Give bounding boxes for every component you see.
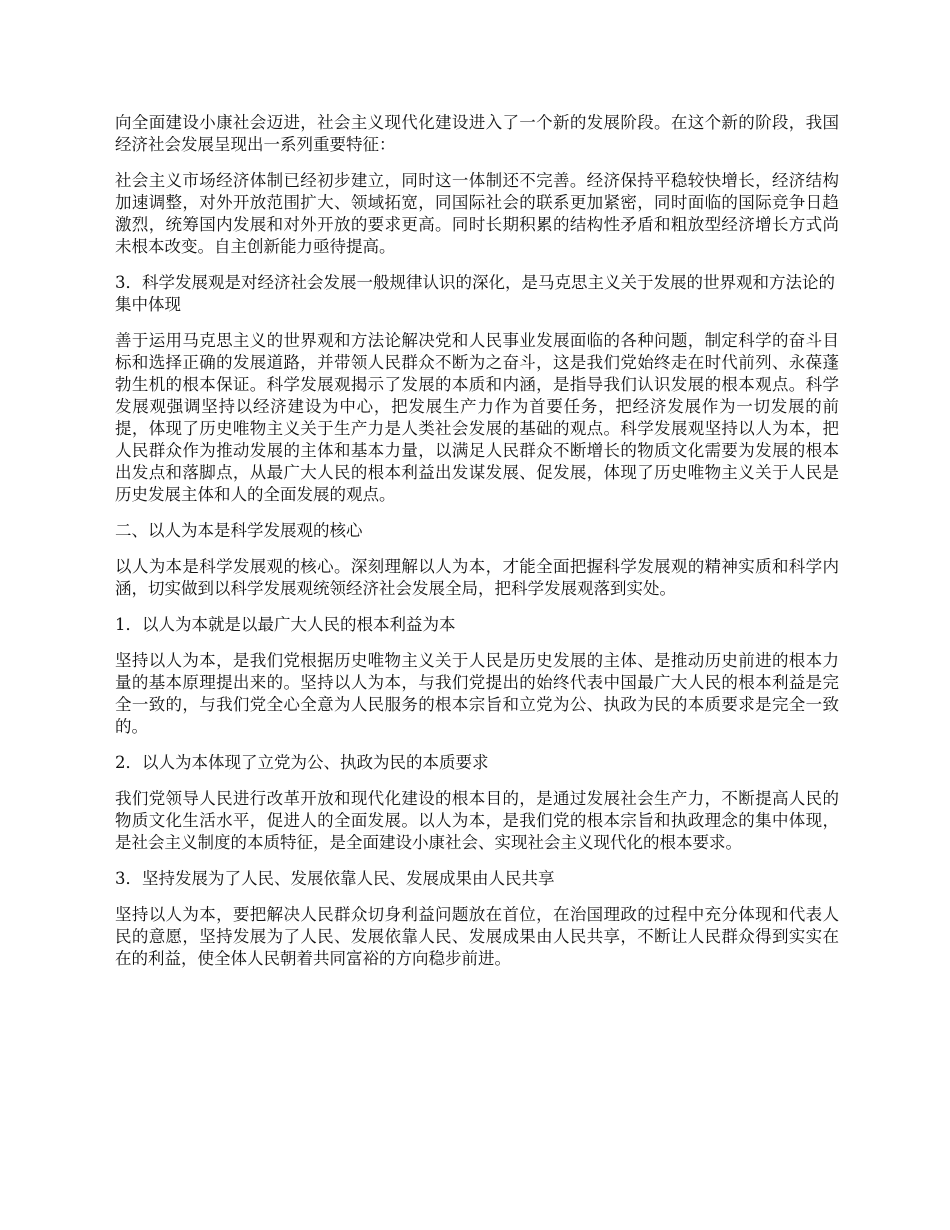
section-heading-2-party-for-public: 2．以人为本体现了立党为公、执政为民的本质要求 xyxy=(115,753,489,772)
section-heading-3-development-for-people: 3．坚持发展为了人民、发展依靠人民、发展成果由人民共享 xyxy=(115,869,555,888)
paragraph-intro-continuation: 向全面建设小康社会迈进，社会主义现代化建设进入了一个新的发展阶段。在这个新的阶段，我国经济社会发展呈现出一系列重要特征： xyxy=(115,113,839,154)
section-heading-people-centered-core: 二、以人为本是科学发展观的核心 xyxy=(115,521,363,540)
paragraph-methodology: 善于运用马克思主义的世界观和方法论解决党和人民事业发展面临的各种问题，制定科学的奋斗目标和选择正确的发展道路，并带领人民群众不断为之奋斗，这是我们党始终走在时代前列、永葆蓬勃生机的根本保证。科学发展观揭示了发展的本质和内涵，是指导我们认识发展的根本观点。科学发展观强调坚持以经济建设为中心，把发展生产力作为首要任务，把经济发展作为一切发展的前提，体现了历史唯物主义关于生产力是人类社会发展的基础的观点。科学发展观坚持以人为本，把人民群众作为推动发展的主体和基本力量，以满足人民群众不断增长的物质文化需要为发展的根本出发点和落脚点，从最广大人民的根本利益出发谋发展、促发展，体现了历史唯物主义关于人民是历史发展主体和人的全面发展的观点。 xyxy=(115,331,839,504)
paragraph-fundamental-interests: 坚持以人为本，是我们党根据历史唯物主义关于人民是历史发展的主体、是推动历史前进的根本力量的基本原理提出来的。坚持以人为本，与我们党提出的始终代表中国最广大人民的根本利益是完全一致的，与我们党全心全意为人民服务的根本宗旨和立党为公、执政为民的本质要求是完全一致的。 xyxy=(115,651,839,736)
paragraph-economic-features: 社会主义市场经济体制已经初步建立，同时这一体制还不完善。经济保持平稳较快增长，经济结构加速调整，对外开放范围扩大、领域拓宽，同国际社会的联系更加紧密，同时面临的国际竞争日趋激烈，统筹国内发展和对外开放的要求更高。同时长期积累的结构性矛盾和粗放型经济增长方式尚未根本改变。自主创新能力亟待提高。 xyxy=(115,171,839,256)
paragraph-people-centered-intro: 以人为本是科学发展观的核心。深刻理解以人为本，才能全面把握科学发展观的精神实质和科学内涵，切实做到以科学发展观统领经济社会发展全局，把科学发展观落到实处。 xyxy=(115,557,839,598)
section-heading-3-worldview: 3．科学发展观是对经济社会发展一般规律认识的深化，是马克思主义关于发展的世界观和方法论的集中体现 xyxy=(115,273,835,314)
paragraph-party-purpose: 我们党领导人民进行改革开放和现代化建设的根本目的，是通过发展社会生产力，不断提高人民的物质文化生活水平，促进人的全面发展。以人为本，是我们党的根本宗旨和执政理念的集中体现，是社会主义制度的本质特征，是全面建设小康社会、实现社会主义现代化的根本要求。 xyxy=(115,789,839,852)
paragraph-development-for-people: 坚持以人为本，要把解决人民群众切身利益问题放在首位，在治国理政的过程中充分体现和代表人民的意愿，坚持发展为了人民、发展依靠人民、发展成果由人民共享，不断让人民群众得到实实在在的利益，使全体人民朝着共同富裕的方向稳步前进。 xyxy=(115,905,839,968)
section-heading-1-fundamental-interests: 1．以人为本就是以最广大人民的根本利益为本 xyxy=(115,615,456,634)
document-body xyxy=(115,112,839,984)
